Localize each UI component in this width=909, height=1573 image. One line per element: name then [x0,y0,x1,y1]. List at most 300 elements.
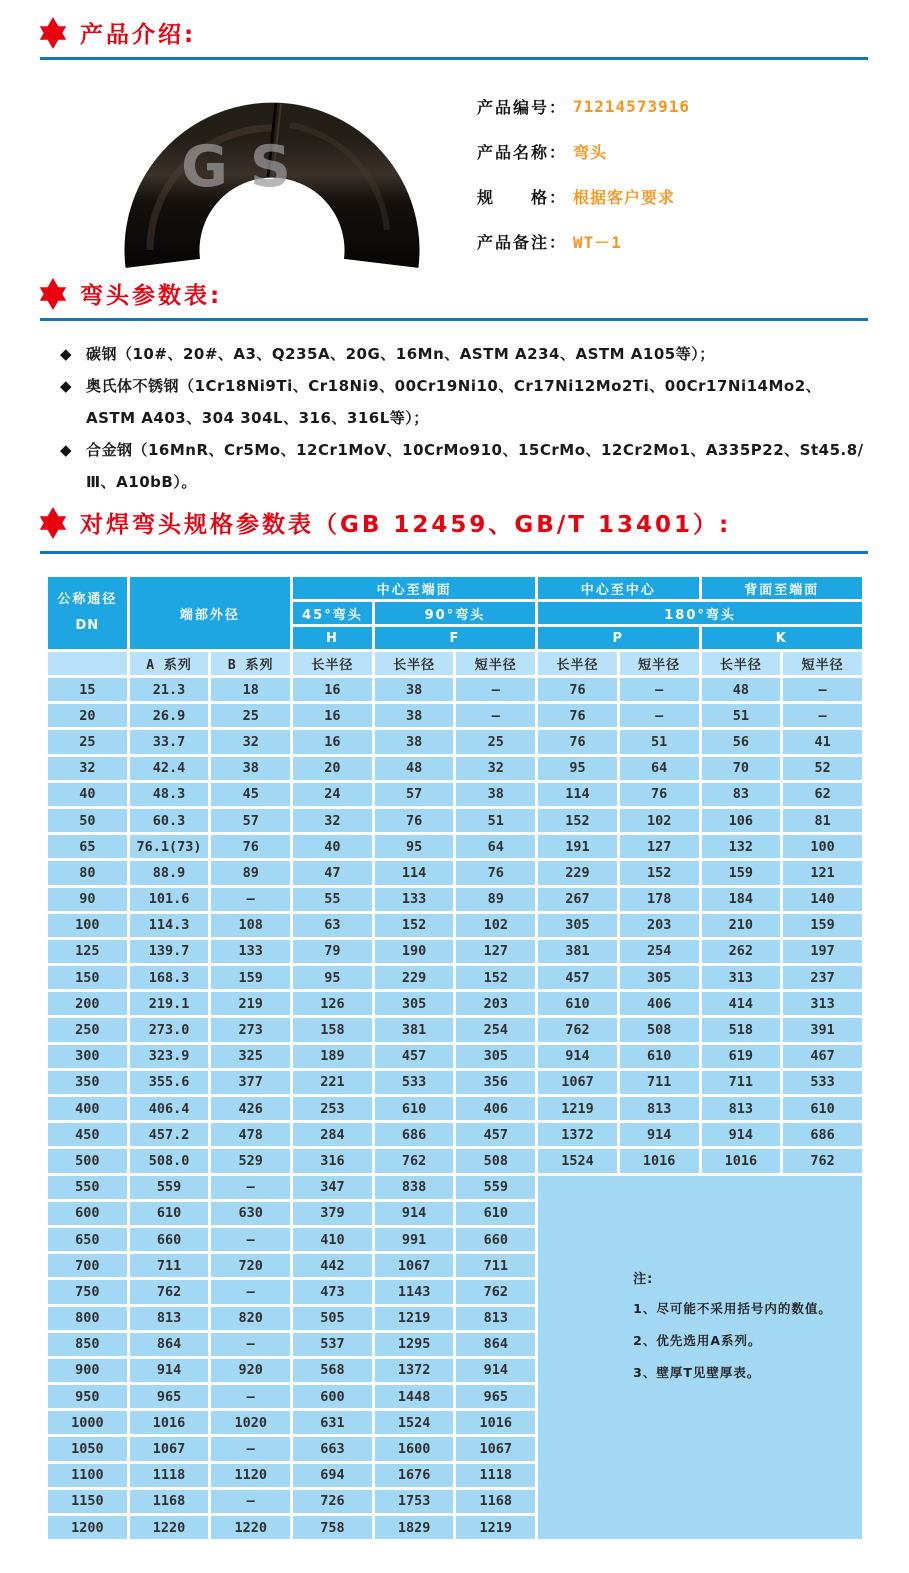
subheader-cell: B 系列 [210,651,292,677]
table-row [47,781,864,807]
diamond-bullet-icon: ◆ [60,441,73,459]
header-back-to-face: 背面至端面 [700,576,864,601]
data-cell: 750 [47,1279,129,1305]
data-cell: 102 [618,807,700,833]
data-cell: 45 [210,781,292,807]
product-field-value: 71214573916 [573,97,690,116]
header-elbow-90: 90°弯头 [373,601,536,626]
data-cell: 56 [700,729,782,755]
data-cell: 1219 [373,1305,455,1331]
data-cell: 864 [455,1331,537,1357]
data-cell: 101.6 [128,886,210,912]
data-cell: 1016 [128,1410,210,1436]
table-row [47,1069,864,1095]
data-cell: 711 [455,1253,537,1279]
subheader-cell: 长半径 [537,651,619,677]
data-cell: 457.2 [128,1122,210,1148]
data-cell: 508.0 [128,1148,210,1174]
data-cell: 457 [373,1043,455,1069]
data-cell: 284 [292,1122,374,1148]
data-cell: 1524 [373,1410,455,1436]
data-cell: 219 [210,991,292,1017]
data-cell: 20 [47,703,129,729]
data-cell: 159 [210,965,292,991]
data-cell: 18 [210,677,292,703]
data-cell: 518 [700,1017,782,1043]
material-item [60,338,866,370]
subheader-cell: 短半径 [618,651,700,677]
subheader-cell: A 系列 [128,651,210,677]
data-cell: 95 [537,755,619,781]
data-cell: 813 [128,1305,210,1331]
data-cell: — [618,677,700,703]
data-cell: 139.7 [128,938,210,964]
data-cell: 762 [455,1279,537,1305]
data-cell: 1100 [47,1462,129,1488]
product-field-label: 产品编号： [477,98,568,117]
data-cell: 16 [292,703,374,729]
data-cell: 305 [537,912,619,938]
data-cell: 1168 [128,1488,210,1514]
subheader-cell: 短半径 [455,651,537,677]
data-cell: 159 [700,860,782,886]
data-cell: 914 [373,1200,455,1226]
data-cell: 197 [782,938,864,964]
product-field [477,84,690,129]
data-cell: 32 [292,807,374,833]
table-row [47,1122,864,1148]
data-cell: 42.4 [128,755,210,781]
data-cell: — [210,1174,292,1200]
data-cell: 991 [373,1226,455,1252]
data-cell: 229 [373,965,455,991]
data-cell: 660 [128,1226,210,1252]
data-cell: 57 [210,807,292,833]
data-cell: 152 [373,912,455,938]
data-cell: 1219 [537,1096,619,1122]
star-icon [38,17,68,49]
data-cell: 1118 [455,1462,537,1488]
table-row [47,703,864,729]
data-cell: 60.3 [128,807,210,833]
data-cell: 221 [292,1069,374,1095]
data-cell: 325 [210,1043,292,1069]
table-row [47,1043,864,1069]
note-block [538,1176,862,1381]
data-cell: 16 [292,677,374,703]
data-cell: 1067 [455,1436,537,1462]
data-cell: 102 [455,912,537,938]
star-icon [38,278,68,310]
data-cell: 125 [47,938,129,964]
data-cell: 89 [210,860,292,886]
section-header-intro [38,16,196,49]
header-dn-line2: DN [75,618,100,633]
data-cell: 133 [210,938,292,964]
product-fields [477,84,690,264]
data-cell: 1372 [537,1122,619,1148]
data-cell: 184 [700,886,782,912]
data-cell: 305 [455,1043,537,1069]
data-cell: — [782,677,864,703]
data-cell: 40 [292,834,374,860]
data-cell: 1067 [373,1253,455,1279]
data-cell: 720 [210,1253,292,1279]
data-cell: 100 [47,912,129,938]
data-cell: 63 [292,912,374,938]
data-cell: 813 [618,1096,700,1122]
data-cell: 914 [128,1357,210,1383]
data-cell: 90 [47,886,129,912]
data-cell: 40 [47,781,129,807]
data-cell: 24 [292,781,374,807]
data-cell: 152 [618,860,700,886]
section-divider [40,551,868,554]
note-item: 3、壁厚T见壁厚表。 [633,1364,761,1380]
data-cell: 316 [292,1148,374,1174]
section-divider [40,57,868,60]
data-cell: 1020 [210,1410,292,1436]
data-cell: 133 [373,886,455,912]
table-row [47,886,864,912]
data-cell: 1050 [47,1436,129,1462]
data-cell: 305 [618,965,700,991]
data-cell: — [618,703,700,729]
data-cell: 33.7 [128,729,210,755]
diamond-bullet-icon: ◆ [60,377,73,395]
table-row [47,729,864,755]
data-cell: 355.6 [128,1069,210,1095]
spec-table [45,574,865,1542]
data-cell: 273 [210,1017,292,1043]
data-cell: 1448 [373,1384,455,1410]
data-cell: 57 [373,781,455,807]
data-cell: 323.9 [128,1043,210,1069]
data-cell: 152 [537,807,619,833]
material-text: 碳钢（10#、20#、A3、Q235A、20G、16Mn、ASTM A234、ASTM A105等）； [86,345,715,363]
data-cell: 191 [537,834,619,860]
data-cell: 48 [373,755,455,781]
table-row [47,755,864,781]
data-cell: 533 [782,1069,864,1095]
data-cell: 406.4 [128,1096,210,1122]
note-item: 1、尽可能不采用括号内的数值。 [633,1300,832,1316]
data-cell: 47 [292,860,374,886]
data-cell: 76 [455,860,537,886]
data-cell: 114.3 [128,912,210,938]
materials-list [60,338,866,498]
data-cell: 178 [618,886,700,912]
data-cell: 1600 [373,1436,455,1462]
table-row [47,1096,864,1122]
data-cell: 467 [782,1043,864,1069]
data-cell: 920 [210,1357,292,1383]
data-cell: 140 [782,886,864,912]
data-cell: 76 [210,834,292,860]
data-cell: 83 [700,781,782,807]
data-cell: 1000 [47,1410,129,1436]
data-cell: 457 [537,965,619,991]
data-cell: 410 [292,1226,374,1252]
data-cell: 168.3 [128,965,210,991]
data-cell: 559 [128,1174,210,1200]
data-cell: 50 [47,807,129,833]
data-cell: 650 [47,1226,129,1252]
data-cell: 500 [47,1148,129,1174]
data-cell: 152 [455,965,537,991]
data-cell: 762 [128,1279,210,1305]
data-cell: 610 [537,991,619,1017]
data-cell: 350 [47,1069,129,1095]
data-cell: 38 [373,729,455,755]
table-row [47,677,864,703]
data-cell: 250 [47,1017,129,1043]
data-cell: 219.1 [128,991,210,1017]
table-row [47,938,864,964]
data-cell: 850 [47,1331,129,1357]
product-field-label: 产品备注： [477,233,568,252]
data-cell: 610 [455,1200,537,1226]
data-cell: 1372 [373,1357,455,1383]
data-cell: 210 [700,912,782,938]
data-cell: 450 [47,1122,129,1148]
data-cell: 76.1(73) [128,834,210,860]
data-cell: 1219 [455,1515,537,1541]
data-cell: 1143 [373,1279,455,1305]
data-cell: 478 [210,1122,292,1148]
data-cell: — [210,1279,292,1305]
data-cell: 838 [373,1174,455,1200]
data-cell: 1524 [537,1148,619,1174]
data-cell: 100 [782,834,864,860]
table-row [47,834,864,860]
note-title: 注: [633,1271,654,1287]
product-field-value: 根据客户要求 [573,188,676,207]
header-h: H [292,626,374,651]
elbow-image [95,80,445,270]
data-cell: 1220 [128,1515,210,1541]
subheader-cell: 长半径 [373,651,455,677]
data-cell: — [210,1384,292,1410]
data-cell: 379 [292,1200,374,1226]
data-cell: — [210,1436,292,1462]
header-end-od: 端部外径 [128,576,291,651]
header-elbow-180: 180°弯头 [537,601,864,626]
data-cell: 25 [455,729,537,755]
data-cell: 660 [455,1226,537,1252]
data-cell: 158 [292,1017,374,1043]
data-cell: 52 [782,755,864,781]
data-cell: 25 [210,703,292,729]
data-cell: 631 [292,1410,374,1436]
data-cell: 414 [700,991,782,1017]
data-cell: 26.9 [128,703,210,729]
data-cell: 505 [292,1305,374,1331]
data-cell: 965 [455,1384,537,1410]
data-cell: 1829 [373,1515,455,1541]
data-cell: 32 [210,729,292,755]
subheader-cell [47,651,129,677]
data-cell: 457 [455,1122,537,1148]
star-icon [38,507,68,539]
section-title-materials: 弯头参数表: [80,283,223,309]
data-cell: — [455,677,537,703]
data-cell: — [210,886,292,912]
data-cell: — [455,703,537,729]
data-cell: 190 [373,938,455,964]
data-cell: 1016 [618,1148,700,1174]
section-divider [40,318,868,321]
data-cell: 610 [782,1096,864,1122]
data-cell: 473 [292,1279,374,1305]
product-field-value: 弯头 [573,143,608,162]
data-cell: 400 [47,1096,129,1122]
data-cell: 600 [292,1384,374,1410]
data-cell: 51 [455,807,537,833]
data-cell: 914 [700,1122,782,1148]
table-row [47,1174,864,1200]
diamond-bullet-icon: ◆ [60,345,73,363]
data-cell: 900 [47,1357,129,1383]
data-cell: 237 [782,965,864,991]
data-cell: 762 [537,1017,619,1043]
data-cell: 313 [700,965,782,991]
data-cell: 686 [373,1122,455,1148]
data-cell: 610 [373,1096,455,1122]
data-cell: 70 [700,755,782,781]
data-cell: 442 [292,1253,374,1279]
data-cell: 1016 [455,1410,537,1436]
data-cell: 762 [782,1148,864,1174]
data-cell: 254 [455,1017,537,1043]
data-cell: 610 [618,1043,700,1069]
data-cell: 64 [455,834,537,860]
data-cell: 89 [455,886,537,912]
data-cell: 127 [455,938,537,964]
product-field [477,219,690,264]
header-center-to-face: 中心至端面 [292,576,537,601]
data-cell: 32 [455,755,537,781]
data-cell: 114 [537,781,619,807]
material-text: 奥氏体不锈钢（1Cr18Ni9Ti、Cr18Ni9、00Cr19Ni10、Cr17Ni12Mo2Ti、00Cr17Ni14Mo2、ASTM A403、304 304L、316、316L等）； [86,377,822,427]
data-cell: 1753 [373,1488,455,1514]
data-cell: 38 [373,703,455,729]
data-cell: 80 [47,860,129,886]
data-cell: 76 [537,729,619,755]
data-cell: 300 [47,1043,129,1069]
subheader-cell: 长半径 [292,651,374,677]
data-cell: — [782,703,864,729]
header-f: F [373,626,536,651]
data-cell: 150 [47,965,129,991]
data-cell: 38 [210,755,292,781]
section-title-spec: 对焊弯头规格参数表（GB 12459、GB/T 13401）: [80,512,732,538]
data-cell: 126 [292,991,374,1017]
subheader-row [47,651,864,677]
header-dn [47,576,129,651]
data-cell: 381 [373,1017,455,1043]
material-item [60,434,866,498]
data-cell: 76 [537,677,619,703]
data-cell: 559 [455,1174,537,1200]
product-photo [95,80,445,270]
data-cell: 800 [47,1305,129,1331]
product-field-value: WT－1 [573,233,622,252]
data-cell: 262 [700,938,782,964]
data-cell: 76 [373,807,455,833]
header-p: P [537,626,700,651]
table-row [47,965,864,991]
data-cell: 950 [47,1384,129,1410]
data-cell: 64 [618,755,700,781]
data-cell: — [210,1488,292,1514]
data-cell: 65 [47,834,129,860]
data-cell: 700 [47,1253,129,1279]
product-field [477,174,690,219]
data-cell: 537 [292,1331,374,1357]
data-cell: 914 [618,1122,700,1148]
data-cell: 820 [210,1305,292,1331]
table-row [47,807,864,833]
data-cell: 813 [700,1096,782,1122]
data-cell: 62 [782,781,864,807]
data-cell: 48 [700,677,782,703]
data-cell: 663 [292,1436,374,1462]
data-cell: 762 [373,1148,455,1174]
header-dn-line1: 公称通径 [57,591,118,607]
data-cell: 1150 [47,1488,129,1514]
data-cell: 76 [618,781,700,807]
data-cell: 568 [292,1357,374,1383]
data-cell: 15 [47,677,129,703]
data-cell: 426 [210,1096,292,1122]
data-cell: 16 [292,729,374,755]
data-cell: 38 [373,677,455,703]
product-field-label: 产品名称： [477,143,568,162]
material-item [60,370,866,434]
data-cell: 95 [373,834,455,860]
data-cell: 1220 [210,1515,292,1541]
subheader-cell: 短半径 [782,651,864,677]
data-cell: 106 [700,807,782,833]
data-cell: 864 [128,1331,210,1357]
data-cell: 1067 [128,1436,210,1462]
data-cell: 508 [618,1017,700,1043]
data-cell: 121 [782,860,864,886]
data-cell: 48.3 [128,781,210,807]
data-cell: 630 [210,1200,292,1226]
data-cell: — [210,1331,292,1357]
data-cell: 1067 [537,1069,619,1095]
data-cell: 32 [47,755,129,781]
data-cell: 600 [47,1200,129,1226]
data-cell: 694 [292,1462,374,1488]
data-cell: 79 [292,938,374,964]
data-cell: 711 [618,1069,700,1095]
data-cell: 381 [537,938,619,964]
header-k: K [700,626,864,651]
section-title-intro: 产品介绍: [80,22,197,48]
data-cell: 533 [373,1069,455,1095]
table-row [47,1148,864,1174]
table-row [47,991,864,1017]
header-center-to-center: 中心至中心 [537,576,700,601]
data-cell: 619 [700,1043,782,1069]
table-row [47,860,864,886]
data-cell: 313 [782,991,864,1017]
data-cell: 406 [455,1096,537,1122]
table-row [47,1017,864,1043]
